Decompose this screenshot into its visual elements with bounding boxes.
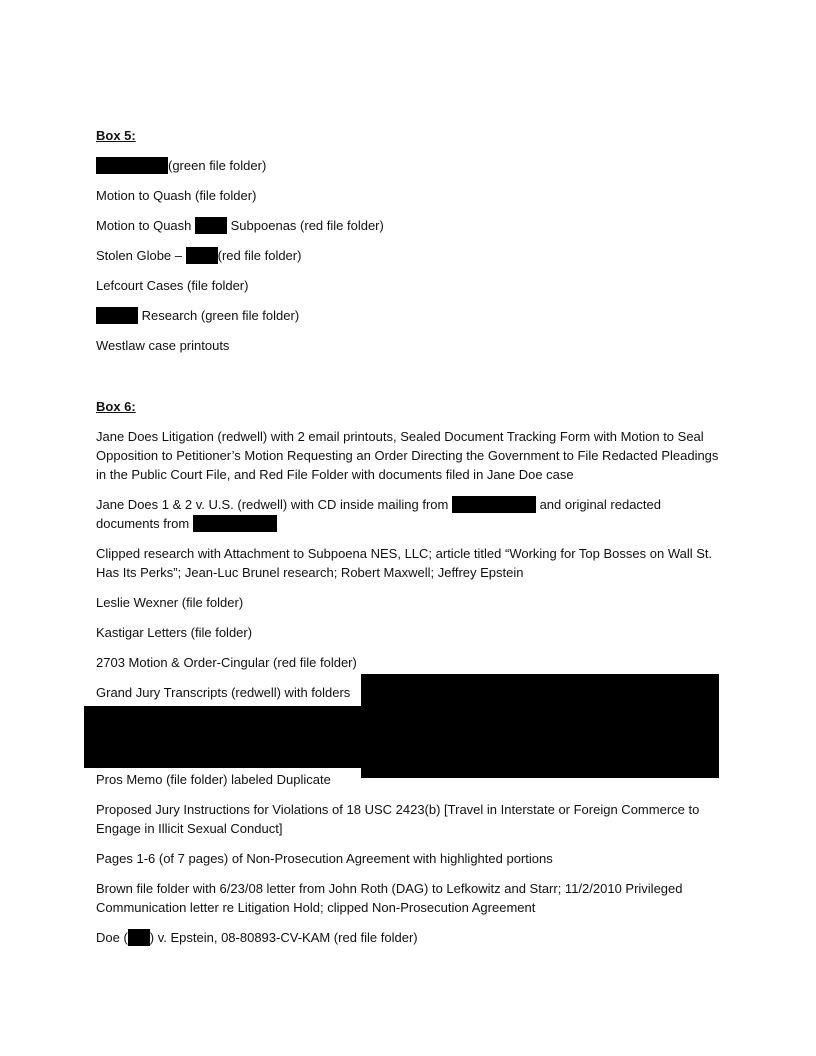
box5-item-1: (green file folder) — [96, 156, 726, 175]
box6-item-6: 2703 Motion & Order-Cingular (red file folder) — [96, 655, 357, 670]
box5-item-5: Lefcourt Cases (file folder) — [96, 278, 249, 293]
box6-item-3: Clipped research with Attachment to Subpoena NES, LLC; article titled “Working for Top Bosses on Wall St. Has Its Perks”; Jean-Luc Brunel research; Robert Maxwell; Jeffrey Epstein — [96, 546, 713, 580]
redaction — [195, 217, 227, 234]
redaction — [186, 247, 218, 264]
redaction — [96, 157, 168, 174]
box6-item-9: Proposed Jury Instructions for Violations of 18 USC 2423(b) [Travel in Interstate or Foreign Commerce to Engage in Illicit Sexual Conduct] — [96, 802, 700, 836]
box6-item-2: Jane Does 1 & 2 v. U.S. (redwell) with CD inside mailing from and original redacted documents from — [96, 497, 661, 531]
box5-item-6: Research (green file folder) — [96, 306, 726, 325]
box6-item-7: Grand Jury Transcripts (redwell) with folders — [96, 685, 351, 700]
box5-item-7: Westlaw case printouts — [96, 338, 230, 353]
box5-heading: Box 5: — [96, 128, 136, 143]
box6-item-11: Brown file folder with 6/23/08 letter from John Roth (DAG) to Lefkowitz and Starr; 11/2/2010 Privileged Communication letter re Litigation Hold; clipped Non-Prosecution Agreement — [96, 881, 683, 915]
box6-item-8: Pros Memo (file folder) labeled Duplicate — [96, 772, 331, 787]
box6-item-4: Leslie Wexner (file folder) — [96, 595, 244, 610]
redaction — [193, 515, 277, 532]
box6-item-10: Pages 1-6 (of 7 pages) of Non-Prosecution Agreement with highlighted portions — [96, 851, 553, 866]
box5-item-2: Motion to Quash (file folder) — [96, 188, 257, 203]
box5-item-4: Stolen Globe – (red file folder) — [96, 248, 302, 263]
box5-item-3: Motion to Quash Subpoenas (red file folder) — [96, 218, 384, 233]
box6-item-12: Doe ( ) v. Epstein, 08-80893-CV-KAM (red file folder) — [96, 930, 418, 945]
document-page — [96, 126, 726, 958]
redaction-block — [361, 674, 719, 778]
redaction-block — [84, 706, 364, 768]
redaction — [96, 307, 138, 324]
redaction — [128, 929, 150, 946]
box6-heading: Box 6: — [96, 399, 136, 414]
redaction — [452, 496, 536, 513]
box6-item-5: Kastigar Letters (file folder) — [96, 625, 253, 640]
box6-item-1: Jane Does Litigation (redwell) with 2 email printouts, Sealed Document Tracking Form with Motion to Seal Opposition to Petitioner’s Motion Requesting an Order Directing the Government to File Redacted Pleadings in the Public Court File, and Red File Folder with documents filed in Jane Doe case — [96, 429, 719, 482]
